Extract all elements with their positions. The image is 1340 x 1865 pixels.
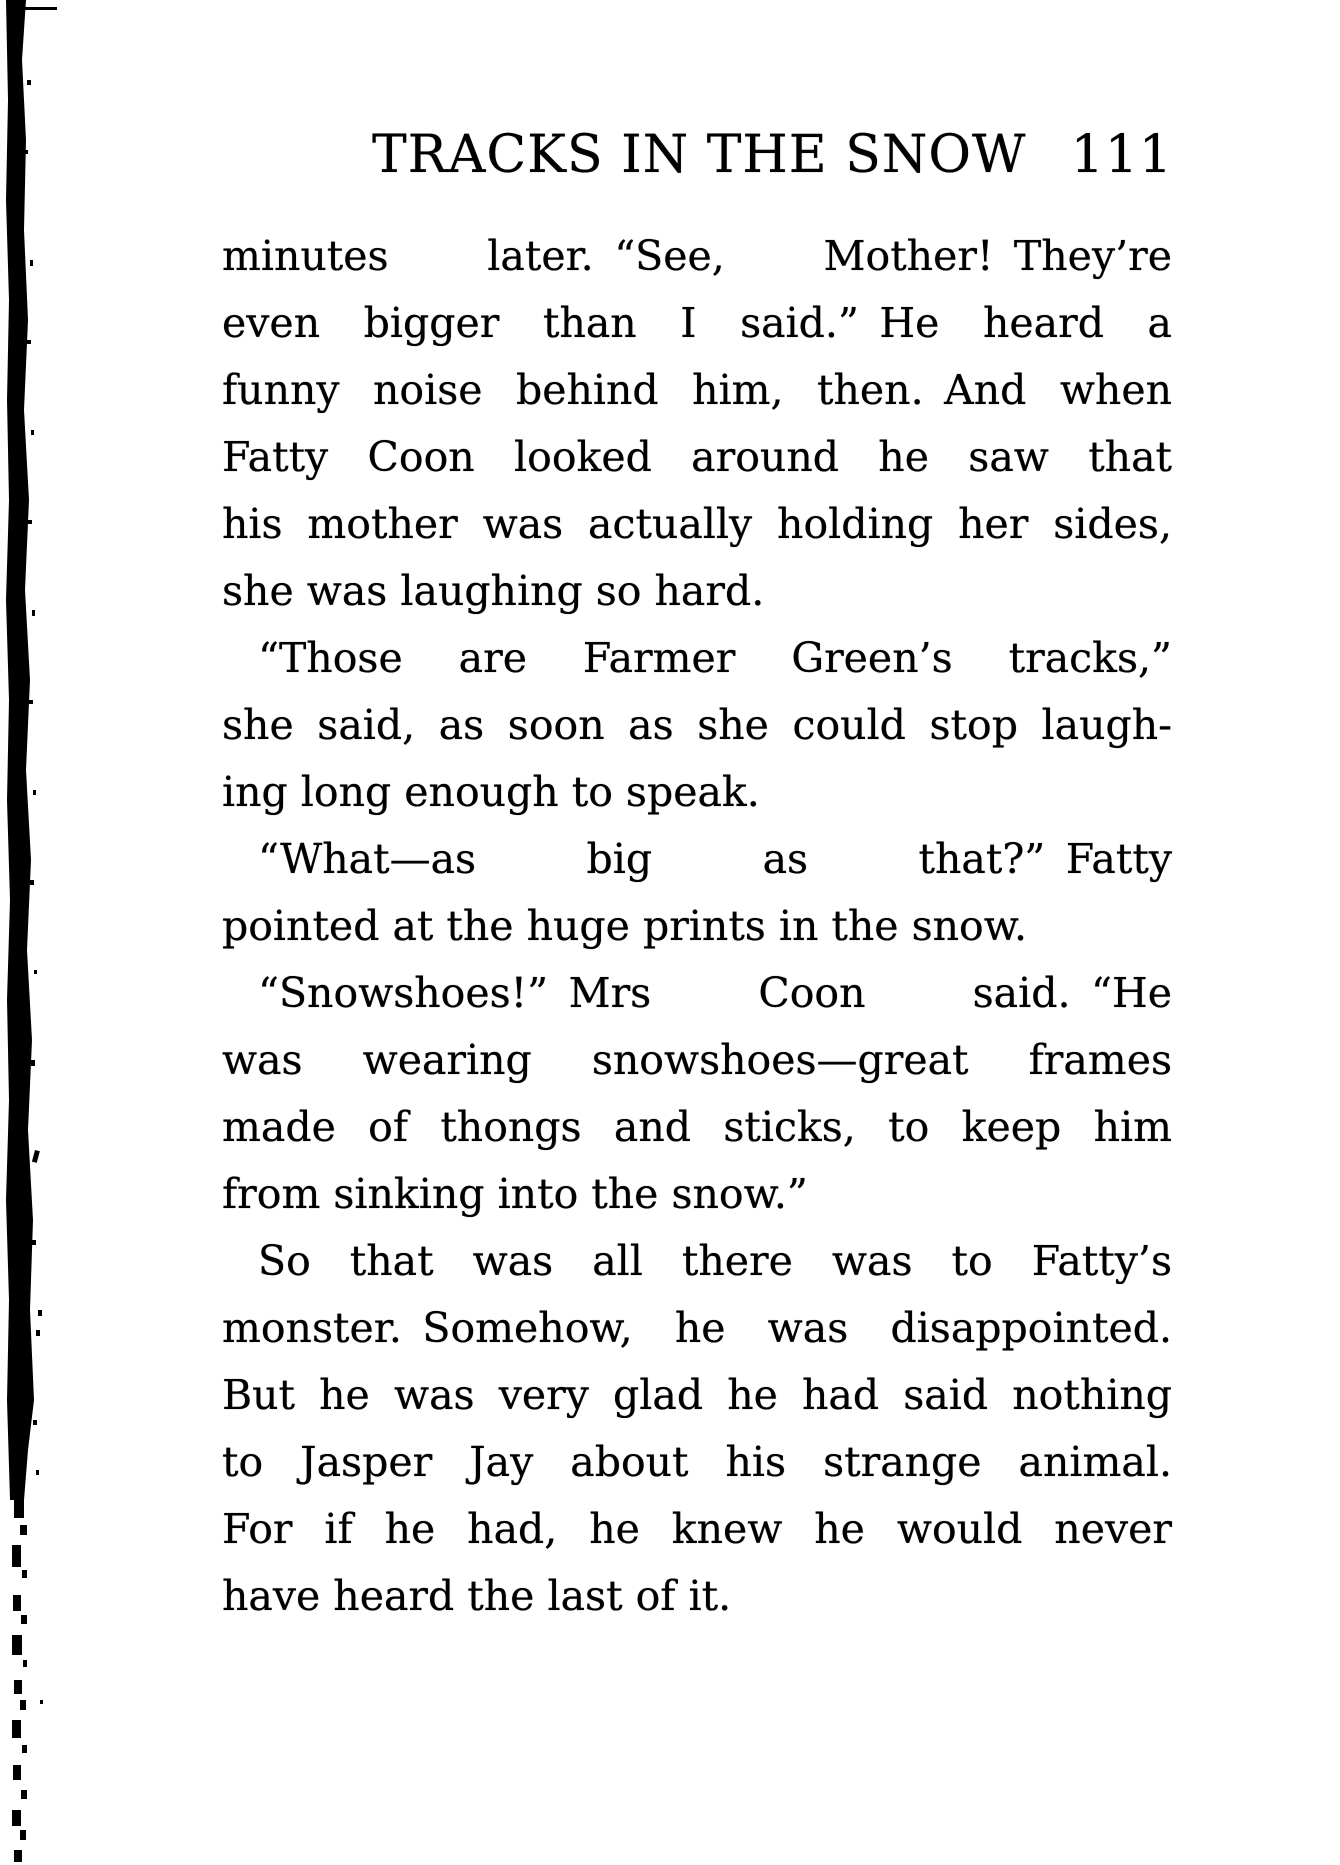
body-line: monster. Somehow, he was disappointed. — [222, 1304, 1172, 1352]
body-line: she said, as soon as she could stop laugh- — [222, 701, 1172, 749]
body-line: “Those are Farmer Green’s tracks,” — [258, 634, 1172, 682]
body-line: pointed at the huge prints in the snow. — [222, 902, 1027, 950]
body-text — [222, 223, 1172, 1630]
page-header — [372, 125, 1173, 185]
body-line: “Snowshoes!” Mrs Coon said. “He — [258, 969, 1172, 1017]
body-line: his mother was actually holding her sides, — [222, 500, 1172, 548]
body-line: funny noise behind him, then. And when — [222, 366, 1172, 414]
scan-gutter-artifact — [0, 0, 60, 1865]
body-line: was wearing snowshoes—great frames — [222, 1036, 1172, 1084]
body-line: Fatty Coon looked around he saw that — [222, 433, 1172, 481]
chapter-title: TRACKS IN THE SNOW — [372, 125, 1027, 185]
body-line: from sinking into the snow.” — [222, 1170, 808, 1218]
body-line: For if he had, he knew he would never — [222, 1505, 1172, 1553]
body-line: have heard the last of it. — [222, 1572, 732, 1620]
page-number: 111 — [1070, 125, 1173, 185]
body-line: made of thongs and sticks, to keep him — [222, 1103, 1172, 1151]
body-line: minutes later. “See, Mother! They’re — [222, 232, 1172, 280]
body-line: ing long enough to speak. — [222, 768, 760, 816]
body-line: But he was very glad he had said nothing — [222, 1371, 1172, 1419]
body-line: “What—as big as that?” Fatty — [258, 835, 1172, 883]
body-line: even bigger than I said.” He heard a — [222, 299, 1172, 347]
body-line: So that was all there was to Fatty’s — [258, 1237, 1172, 1285]
body-line: to Jasper Jay about his strange animal. — [222, 1438, 1172, 1486]
body-line: she was laughing so hard. — [222, 567, 765, 615]
